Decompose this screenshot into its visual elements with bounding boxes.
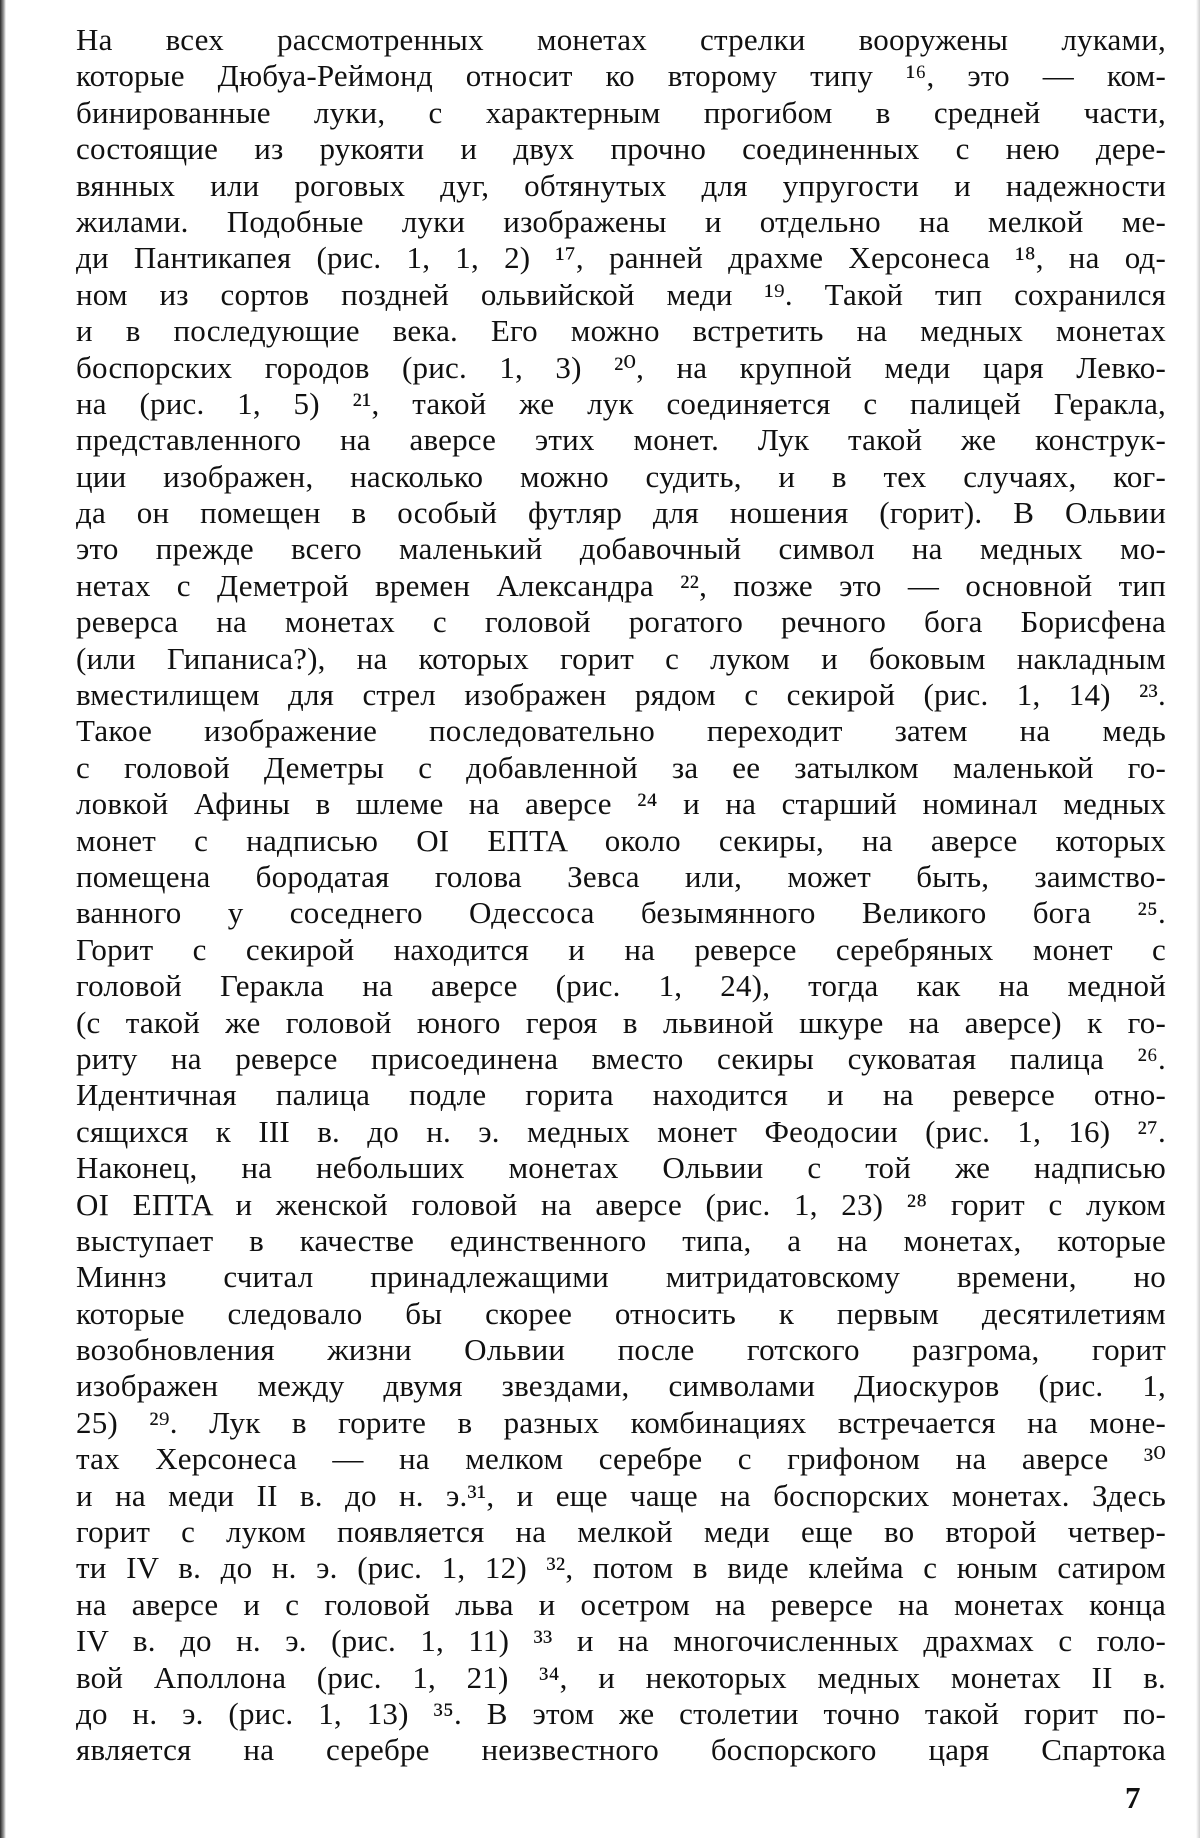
text-line: На всех рассмотренных монетах стрелки вооружены луками, [76, 22, 1166, 57]
text-line: вместилищем для стрел изображен рядом с секирой (рис. 1, 14) ²³. [76, 677, 1166, 713]
text-line: и в последующие века. Его можно встретить на медных монетах [76, 313, 1166, 349]
page-text [76, 22, 1166, 1769]
text-line: вянных или роговых дуг, обтянутых для упругости и надежности [76, 167, 1166, 203]
text-line: вой Аполлона (рис. 1, 21) ³⁴, и некоторых медных монетах II в. [76, 1659, 1166, 1695]
text-line: на (рис. 1, 5) ²¹, такой же лук соединяется с палицей Геракла, [76, 385, 1166, 421]
text-line: жилами. Подобные луки изображены и отдельно на мелкой ме- [76, 203, 1166, 239]
text-line: ции изображен, насколько можно судить, и в тех случаях, ког- [76, 458, 1166, 494]
text-line: бинированные луки, с характерным прогибом в средней части, [76, 94, 1166, 130]
text-line: с головой Деметры с добавленной за ее затылком маленькой го- [76, 749, 1166, 785]
text-line: Идентичная палица подле горита находится и на реверсе отно- [76, 1077, 1166, 1113]
text-line: (или Гипаниса?), на которых горит с луком и боковым накладным [76, 640, 1166, 676]
text-line: Такое изображение последовательно переходит затем на медь [76, 713, 1166, 749]
text-line: ном из сортов поздней ольвийской меди ¹⁹. Такой тип сохранился [76, 276, 1166, 312]
text-line: помещена бородатая голова Зевса или, может быть, заимство- [76, 858, 1166, 894]
text-line: является на серебре неизвестного боспорского царя Спартока [76, 1732, 1166, 1768]
text-line: ловкой Афины в шлеме на аверсе ²⁴ и на старший номинал медных [76, 786, 1166, 822]
text-line: которые Дюбуа-Реймонд относит ко второму типу ¹⁶, это — ком- [76, 58, 1166, 94]
text-line: да он помещен в особый футляр для ношения (горит). В Ольвии [76, 495, 1166, 531]
text-line: которые следовало бы скорее относить к первым десятилетиям [76, 1295, 1166, 1331]
text-line: сящихся к III в. до н. э. медных монет Феодосии (рис. 1, 16) ²⁷. [76, 1113, 1166, 1149]
text-line: Миннз считал принадлежащими митридатовскому времени, но [76, 1259, 1166, 1295]
text-line: выступает в качестве единственного типа, а на монетах, которые [76, 1222, 1166, 1258]
text-line: до н. э. (рис. 1, 13) ³⁵. В этом же столетии точно такой горит по- [76, 1695, 1166, 1731]
scan-edge-shadow [0, 0, 6, 1838]
text-line: ти IV в. до н. э. (рис. 1, 12) ³², потом в виде клейма с юным сатиром [76, 1550, 1166, 1586]
text-line: IV в. до н. э. (рис. 1, 11) ³³ и на многочисленных драхмах с голо- [76, 1623, 1166, 1659]
text-line: Горит с секирой находится и на реверсе серебряных монет с [76, 931, 1166, 967]
text-line: представленного на аверсе этих монет. Лук такой же конструк- [76, 422, 1166, 458]
text-line: ди Пантикапея (рис. 1, 1, 2) ¹⁷, ранней драхме Херсонеса ¹⁸, на од- [76, 240, 1166, 276]
text-line: возобновления жизни Ольвии после готского разгрома, горит [76, 1332, 1166, 1368]
text-line: боспорских городов (рис. 1, 3) ²⁰, на крупной меди царя Левко- [76, 349, 1166, 385]
text-line: на аверсе и с головой льва и осетром на реверсе на монетах конца [76, 1586, 1166, 1622]
text-line: головой Геракла на аверсе (рис. 1, 24), тогда как на медной [76, 968, 1166, 1004]
text-line: нетах с Деметрой времен Александра ²², позже это — основной тип [76, 567, 1166, 603]
text-line: это прежде всего маленький добавочный символ на медных мо- [76, 531, 1166, 567]
scan-right-edge [1196, 0, 1200, 1838]
text-line: горит с луком появляется на мелкой меди еще во второй четвер- [76, 1514, 1166, 1550]
text-line: состоящие из рукояти и двух прочно соединенных с нею дере- [76, 131, 1166, 167]
text-line: монет с надписью ΟΙ ΕΠΤΑ около секиры, на аверсе которых [76, 822, 1166, 858]
text-line: (с такой же головой юного героя в львиной шкуре на аверсе) к го- [76, 1004, 1166, 1040]
page-number: 7 [1125, 1780, 1141, 1815]
text-line: риту на реверсе присоединена вместо секиры суковатая палица ²⁶. [76, 1040, 1166, 1076]
text-line: Наконец, на небольших монетах Ольвии с той же надписью [76, 1150, 1166, 1186]
text-line: и на меди II в. до н. э.³¹, и еще чаще на боспорских монетах. Здесь [76, 1477, 1166, 1513]
text-line: тах Херсонеса — на мелком серебре с грифоном на аверсе ³⁰ [76, 1441, 1166, 1477]
text-line: ΟΙ ΕΠΤΑ и женской головой на аверсе (рис. 1, 23) ²⁸ горит с луком [76, 1186, 1166, 1222]
text-line: 25) ²⁹. Лук в горите в разных комбинациях встречается на моне- [76, 1404, 1166, 1440]
text-line: реверса на монетах с головой рогатого речного бога Борисфена [76, 604, 1166, 640]
text-line: ванного у соседнего Одессоса безымянного Великого бога ²⁵. [76, 895, 1166, 931]
text-line: изображен между двумя звездами, символами Диоскуров (рис. 1, [76, 1368, 1166, 1404]
